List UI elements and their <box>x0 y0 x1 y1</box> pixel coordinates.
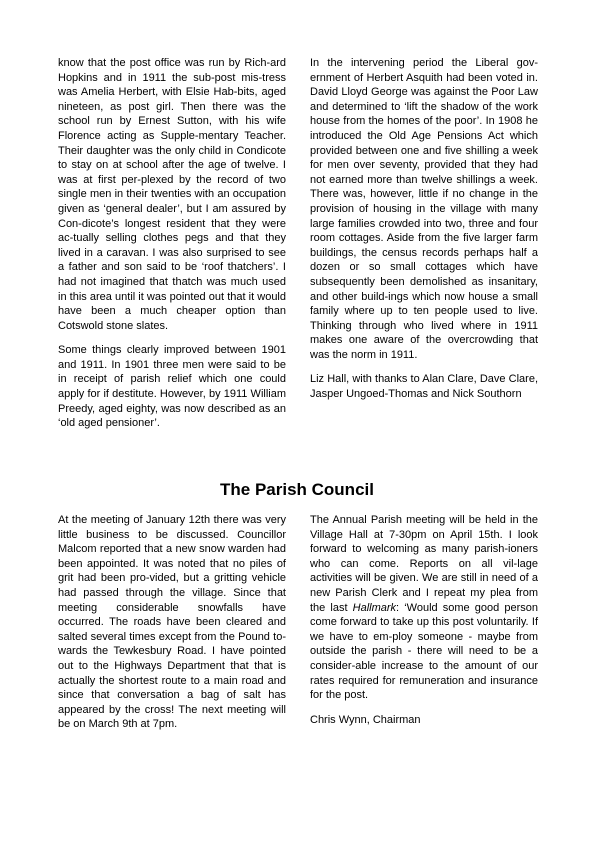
chairman-signoff: Chris Wynn, Chairman <box>310 713 421 726</box>
history-paragraph: Some things clearly improved between 1901 and 1911. In 1901 three men were said to be in receipt of parish relief which one could apply for if destitute. However, by 1911 William Preedy, aged eighty, was now described as an ‘old aged pensioner’. <box>58 344 286 430</box>
parish-column-left <box>58 513 286 742</box>
parish-text: : ‘Would some good person come forward to take up this post voluntarily. If we have to em-ploy someone - maybe from outside the parish - there will need to be a consider-able increase to the amount of our rates required for remuneration and insurance for the post. <box>310 601 538 702</box>
parish-paragraph: At the meeting of January 12th there was very little business to be discussed. Councillor Malcom reported that a new snow warden had been appointed. It was noted that no piles of grit had been pro-vided, but a gritting vehicle had passed through the village. Since that meeting considerable snowfalls have occurred. The roads have been cleared and salted several times except from the Pound to-wards the Tewkesbury Road. I have pointed out to the Highways Department that that is actually the shortest route to a main road and since that conversation a bag of salt has appeared by the cross! The next meeting will be on March 9th at 7pm. <box>58 514 286 731</box>
publication-name: Hallmark <box>352 601 397 614</box>
section-heading: The Parish Council <box>220 480 374 499</box>
parish-text: The Annual Parish meeting will be held in the Village Hall at 7-30pm on April 15th. I look forward to welcoming as many parish-ioners who can come. Reports on all vil-lage activities will be given. We are still in need of a new Parish Clerk and I repeat my plea from the last <box>310 514 538 614</box>
parish-column-right <box>310 513 538 737</box>
parish-paragraph <box>310 513 538 703</box>
history-paragraph: In the intervening period the Liberal gov-ernment of Herbert Asquith had been voted in. David Lloyd George was against the Poor Law and determined to ‘lift the shadow of the work house from the homes of the poor’. In 1908 he introduced the Old Age Pensions Act which provided between one and five shilling a week for men over seventy, provided that they had not earned more than twelve shillings a week. There was, however, little if no change in the provision of housing in the village with many large families crowded into two, three and four room cottages. Aside from the five larger farm buildings, the census records perhaps half a dozen or so small cottages which have subsequently been demolished as insanitary, and other build-ings which now house a small family where up to ten people used to live. Thinking through who lived where in 1911 makes one aware of the overcrowding that was the norm in 1911. <box>310 57 538 361</box>
history-column-left <box>58 56 286 441</box>
author-credit: Liz Hall, with thanks to Alan Clare, Dave Clare, Jasper Ungoed-Thomas and Nick Southorn <box>310 373 538 401</box>
history-column-right <box>310 56 538 412</box>
history-paragraph: know that the post office was run by Rich-ard Hopkins and in 1911 the sub-post mis-tress was Amelia Herbert, with Elsie Hab-bits, aged nineteen, as post girl. Then there was the school run by Ernest Sutton, with his wife Florence acting as Supple-mentary Teacher. Their daughter was the only child in Condicote to stay on at school after the age of twelve. I was at first per-plexed by the record of two single men in their twenties with an occupation given as ‘general dealer’, but I am assured by Con-dicote’s longest resident that they were ac-tually selling clothes pegs and that they lived in a caravan. I was also surprised to see a father and son said to be ‘roof thatchers’. I had not imagined that thatch was much used in this area until it was pointed out that it would have been a much cheaper option than Cotswold stone slates. <box>58 57 286 332</box>
